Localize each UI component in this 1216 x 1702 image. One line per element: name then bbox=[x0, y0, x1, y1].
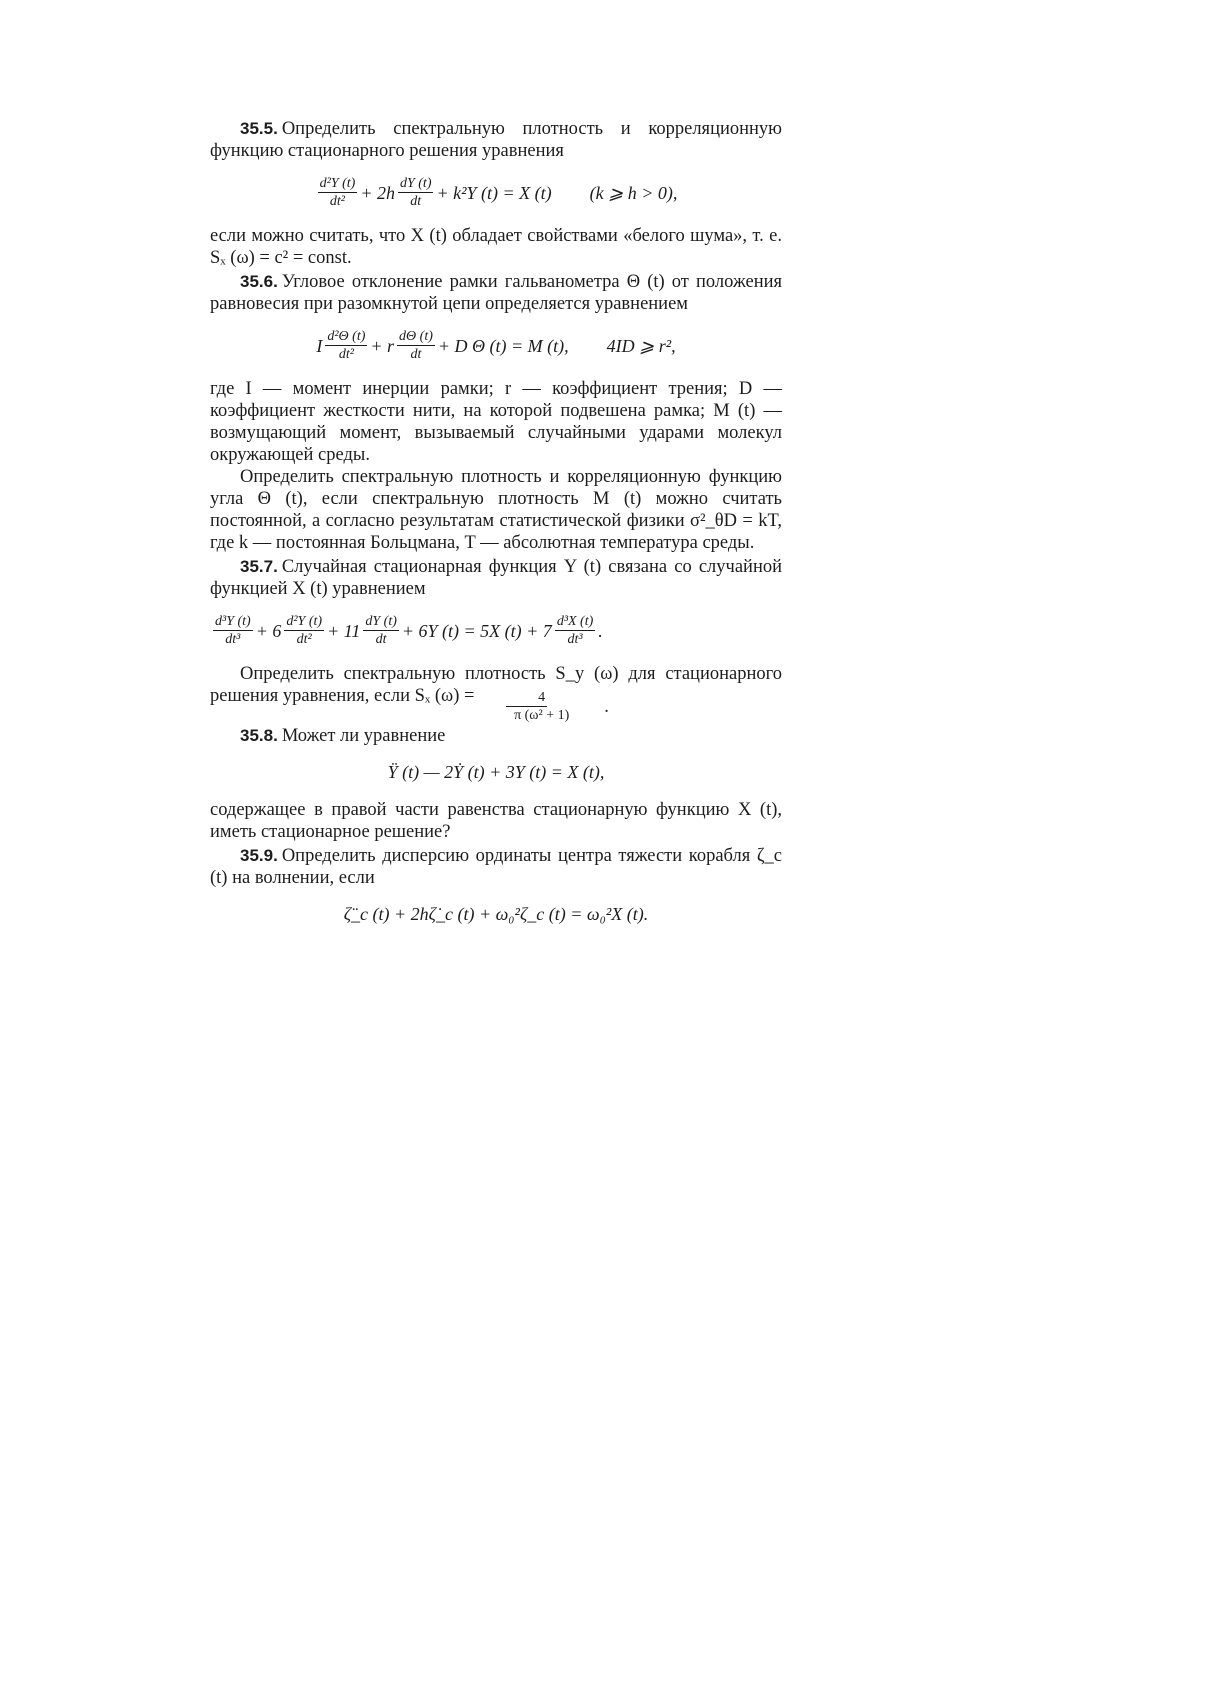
problem-35-6 bbox=[210, 271, 782, 315]
fraction: $\frac{\text{d²Y (t)}}{\text{dt²}}$ bbox=[319, 176, 356, 209]
problem-number: 35.9. bbox=[240, 846, 278, 865]
fraction: $\frac{d\Theta (t)}{dt}$ bbox=[399, 329, 433, 362]
problem-text: Угловое отклонение рамки гальванометра Θ (t) от положения равновесия при разомкнутой цепи определяется уравнением bbox=[210, 272, 782, 314]
fraction: $\frac{\text{d³Y (t)}}{\text{dt³}}$ bbox=[215, 614, 251, 647]
problem-35-9 bbox=[210, 845, 782, 889]
textbook-page bbox=[210, 118, 782, 941]
equation-text: Ÿ (t) — 2Ẏ (t) + 3Y (t) = X (t), bbox=[387, 762, 605, 782]
equation-35-8 bbox=[210, 761, 782, 783]
problem-number: 35.6. bbox=[240, 272, 278, 291]
problem-text bbox=[210, 663, 782, 723]
problem-text-span: Определить спектральную плотность S_y (ω) для стационарного решения уравнения, если Sₓ (ω) = bbox=[210, 664, 782, 706]
inline-fraction bbox=[479, 690, 609, 723]
equation-text: ζ̈_c (t) + 2hζ̇_c (t) + ω₀²ζ_c (t) = ω₀²X (t). bbox=[343, 904, 649, 924]
problem-text: Определить спектральную плотность и корреляционную функцию угла Θ (t), если спектральную плотность M (t) можно считать постоянной, а согласно результатам статистической физики σ²_θD = kT, где k — постоянная Больцмана, T — абсолютная температура среды. bbox=[210, 467, 782, 553]
problem-number: 35.5. bbox=[240, 119, 278, 138]
equation-term: + r bbox=[370, 335, 395, 356]
problem-number: 35.7. bbox=[240, 557, 278, 576]
equation-term: + 6 bbox=[255, 620, 282, 641]
problem-35-5 bbox=[210, 118, 782, 162]
fraction: $\frac{4}{\text{π (ω² + 1)}}$ bbox=[482, 690, 571, 723]
problem-text: если можно считать, что X (t) обладает свойствами «белого шума», т. е. Sₓ (ω) = c² = const. bbox=[210, 226, 782, 268]
punct: . bbox=[604, 696, 609, 717]
equation-35-5 bbox=[210, 176, 782, 209]
equation-35-7 bbox=[210, 614, 782, 647]
problem-text: Может ли уравнение bbox=[281, 726, 446, 746]
equation-term: I bbox=[316, 335, 323, 356]
problem-35-7 bbox=[210, 556, 782, 600]
equation-condition: (k ⩾ h > 0), bbox=[589, 182, 678, 203]
fraction: $\frac{\text{d³X (t)}}{\text{dt³}}$ bbox=[556, 614, 594, 647]
problem-number: 35.8. bbox=[240, 726, 278, 745]
fraction: $\frac{\text{d²Θ (t)}}{\text{dt²}}$ bbox=[327, 329, 366, 362]
equation-term: + k²Y (t) = X (t) bbox=[436, 182, 552, 203]
problem-text: где I — момент инерции рамки; r — коэффициент трения; D — коэффициент жесткости нити, на которой подвешена рамка; M (t) — возмущающий момент, вызываемый случайными ударами молекул окружающей среды. bbox=[210, 379, 782, 465]
problem-text: Определить дисперсию ординаты центра тяжести корабля ζ_c (t) на волнении, если bbox=[210, 846, 782, 888]
equation-condition: 4ID ⩾ r², bbox=[606, 335, 676, 356]
fraction: $\frac{dY (t)}{dt}$ bbox=[365, 614, 397, 647]
equation-term: + D Θ (t) = M (t), bbox=[437, 335, 569, 356]
problem-text: Случайная стационарная функция Y (t) связана со случайной функцией X (t) уравнением bbox=[210, 557, 782, 599]
equation-35-9 bbox=[210, 903, 782, 925]
fraction: $\frac{dY (t)}{dt}$ bbox=[399, 176, 432, 209]
equation-term: + 2h bbox=[360, 182, 395, 203]
equation-term: . bbox=[598, 620, 603, 641]
problem-35-8 bbox=[210, 725, 782, 747]
problem-text: Определить спектральную плотность и корреляционную функцию стационарного решения уравнения bbox=[210, 119, 782, 161]
equation-term: + 11 bbox=[327, 620, 361, 641]
equation-35-6 bbox=[210, 329, 782, 362]
problem-text: содержащее в правой части равенства стационарную функцию X (t), иметь стационарное решение? bbox=[210, 800, 782, 842]
equation-term: + 6Y (t) = 5X (t) + 7 bbox=[401, 620, 552, 641]
fraction: $\frac{\text{d²Y (t)}}{\text{dt²}}$ bbox=[286, 614, 323, 647]
